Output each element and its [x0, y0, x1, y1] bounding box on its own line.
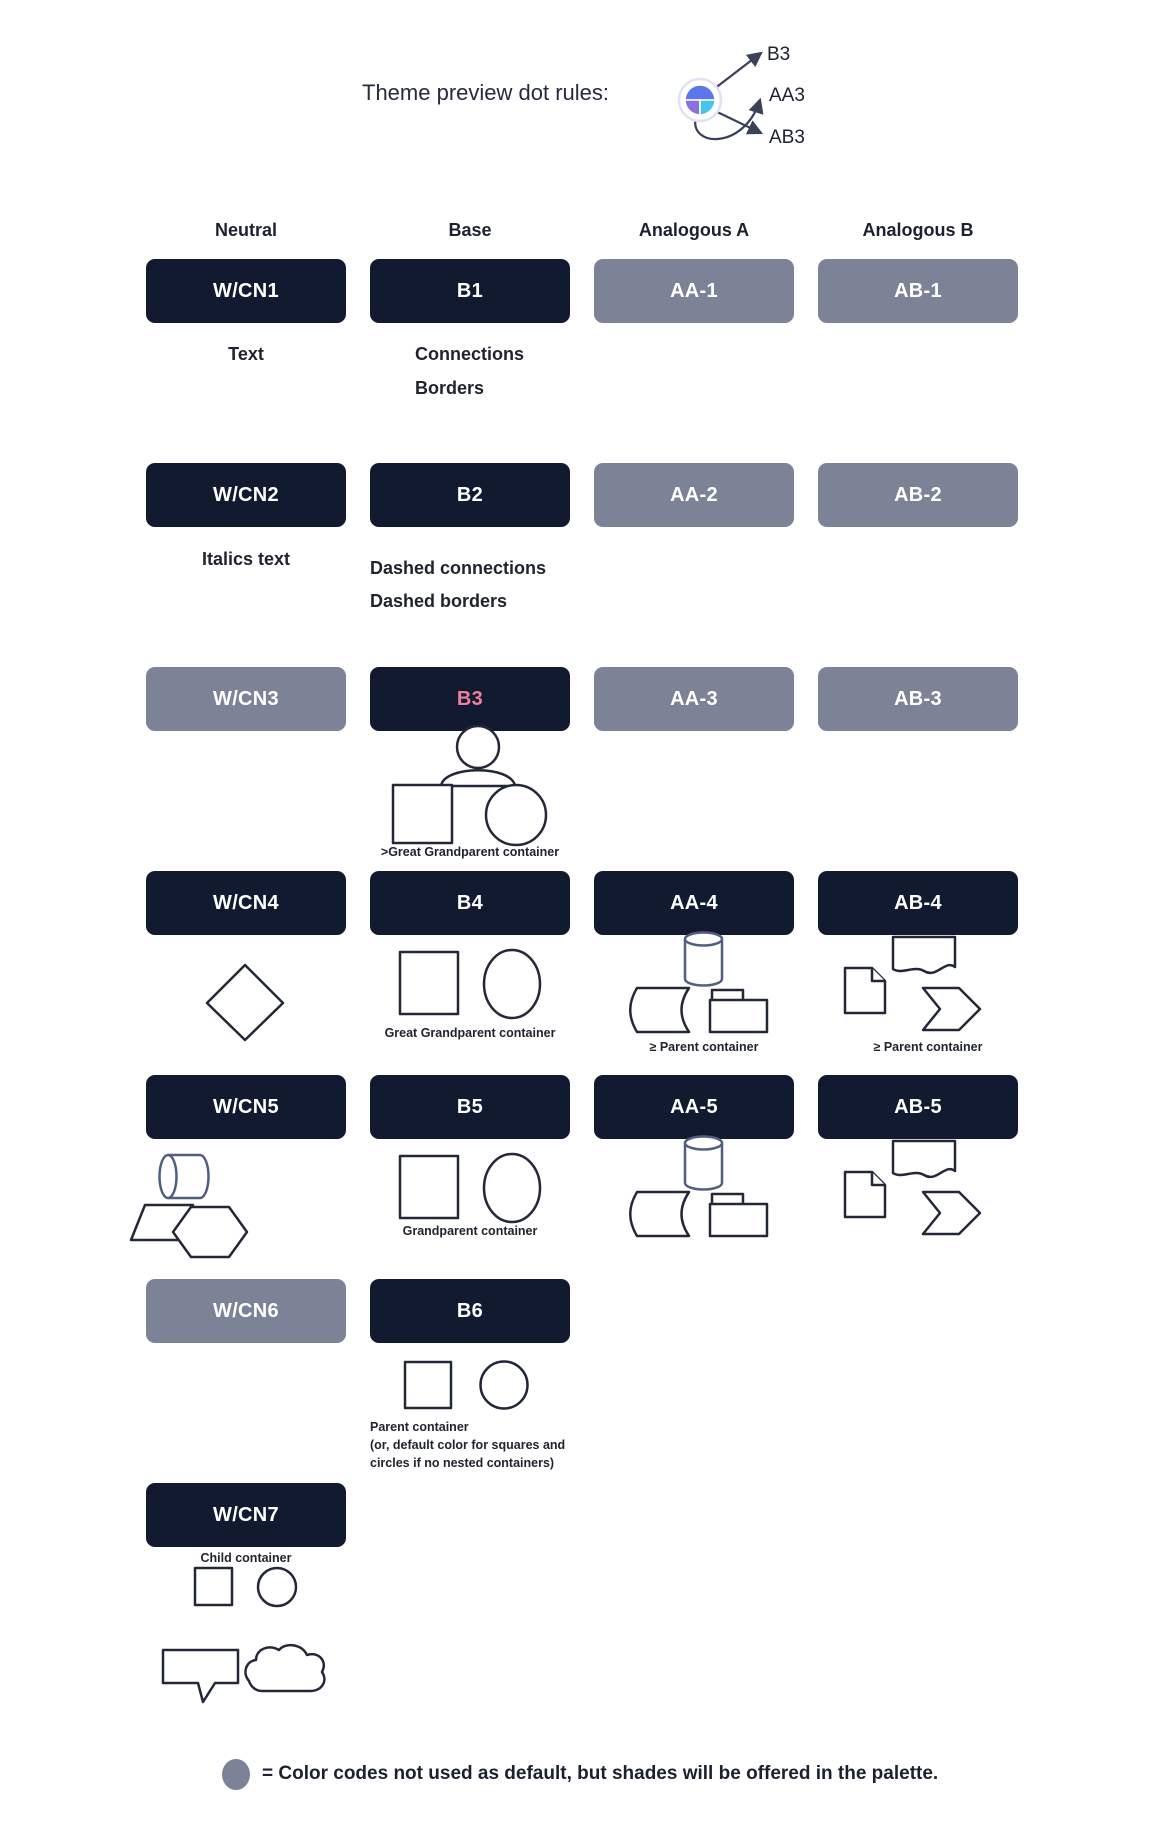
- wcn7-shape-cluster: [150, 1555, 340, 1715]
- note-great-grandparent-b4: Great Grandparent container: [384, 1026, 556, 1040]
- wave-tape-icon: [893, 1141, 955, 1177]
- column-header-analogous-b: Analogous B: [862, 220, 974, 240]
- swatch-wcn4: W/CN4: [146, 871, 346, 935]
- note-parent-b6-line3: circles if no nested containers): [370, 1456, 555, 1470]
- page-title: Theme preview dot rules:: [362, 80, 609, 105]
- swatch-wcn6: W/CN6: [146, 1279, 346, 1343]
- person-icon: [457, 726, 499, 768]
- ab5-shape-cluster: [838, 1129, 988, 1241]
- swatch-ab2: AB-2: [818, 463, 1018, 527]
- swatch-aa1: AA-1: [594, 259, 794, 323]
- aa4-shape-cluster: [625, 925, 775, 1037]
- note-dashed-borders: Dashed borders: [370, 591, 508, 611]
- cloud-icon: [245, 1645, 324, 1691]
- ellipse-icon: [484, 950, 540, 1018]
- document-folded-icon: [845, 968, 885, 1013]
- swatch-wcn2: W/CN2: [146, 463, 346, 527]
- square-icon: [393, 785, 452, 843]
- cylinder-top-icon: [685, 933, 722, 946]
- swatch-b1: B1: [370, 259, 570, 323]
- note-italics-text: Italics text: [201, 549, 291, 569]
- circle-icon: [481, 1362, 528, 1409]
- note-parent-b6-line2: (or, default color for squares and: [370, 1438, 566, 1452]
- circle-icon: [486, 785, 546, 845]
- legend-gray-dot: [222, 1759, 250, 1790]
- note-parent-ab4: ≥ Parent container: [873, 1040, 983, 1054]
- dot-target-b3: B3: [767, 44, 791, 65]
- diamond-icon: [207, 965, 283, 1040]
- swatch-ab5: AB-5: [818, 1075, 1018, 1139]
- hexagon-icon: [173, 1207, 247, 1257]
- square-icon: [195, 1568, 232, 1605]
- column-header-analogous-a: Analogous A: [638, 220, 750, 240]
- swatch-ab1: AB-1: [818, 259, 1018, 323]
- note-text: Text: [228, 344, 264, 364]
- swatch-b5: B5: [370, 1075, 570, 1139]
- swatch-aa5: AA-5: [594, 1075, 794, 1139]
- swatch-aa4: AA-4: [594, 871, 794, 935]
- b3-shape-cluster: [375, 722, 585, 847]
- square-icon: [400, 952, 458, 1014]
- note-card-icon: [710, 1000, 767, 1032]
- note-great-grandparent-b3: >Great Grandparent container: [380, 845, 560, 859]
- square-icon: [400, 1156, 458, 1218]
- square-icon: [405, 1362, 451, 1408]
- aa5-shape-cluster: [625, 1129, 775, 1241]
- note-borders: Borders: [415, 378, 485, 398]
- dot-target-aa3: AA3: [769, 85, 805, 106]
- dot-target-ab3: AB3: [769, 127, 805, 148]
- note-dashed-connections: Dashed connections: [370, 558, 547, 578]
- note-grandparent-b5: Grandparent container: [402, 1224, 538, 1238]
- dot-rules-graphic: [630, 20, 860, 160]
- swatch-b6: B6: [370, 1279, 570, 1343]
- swatch-wcn5: W/CN5: [146, 1075, 346, 1139]
- column-header-base: Base: [448, 220, 492, 240]
- swatch-b2: B2: [370, 463, 570, 527]
- swatch-wcn3: W/CN3: [146, 667, 346, 731]
- b4-shape-cluster: [390, 942, 550, 1024]
- person-shoulders-icon: [441, 770, 515, 786]
- swatch-ab4: AB-4: [818, 871, 1018, 935]
- ellipse-icon: [484, 1154, 540, 1222]
- chevron-arrow-icon: [923, 1192, 980, 1234]
- wcn5-shape-cluster: [125, 1145, 255, 1263]
- note-parent-aa4: ≥ Parent container: [649, 1040, 759, 1054]
- note-child-container: Child container: [200, 1551, 292, 1565]
- swatch-aa3: AA-3: [594, 667, 794, 731]
- chevron-arrow-icon: [923, 988, 980, 1030]
- wcn4-shape-cluster: [200, 960, 290, 1045]
- legend-text: = Color codes not used as default, but shades will be offered in the palette.: [262, 1763, 939, 1784]
- b5-shape-cluster: [390, 1146, 550, 1228]
- cylinder-cap-icon: [160, 1155, 177, 1198]
- note-card-icon: [710, 1204, 767, 1236]
- document-fold-icon: [872, 968, 885, 981]
- b6-shape-cluster: [395, 1352, 535, 1418]
- column-header-neutral: Neutral: [214, 220, 277, 240]
- circle-icon: [258, 1568, 296, 1606]
- swatch-b3-label: B3: [456, 687, 484, 710]
- swatch-ab3: AB-3: [818, 667, 1018, 731]
- wave-tape-icon: [893, 937, 955, 973]
- cylinder-top-icon: [685, 1137, 722, 1150]
- ab4-shape-cluster: [838, 925, 988, 1037]
- arrow-to-b3: [714, 53, 761, 89]
- document-folded-icon: [845, 1172, 885, 1217]
- swatch-aa2: AA-2: [594, 463, 794, 527]
- swatch-wcn7: W/CN7: [146, 1483, 346, 1547]
- stored-data-icon: [630, 1192, 689, 1236]
- stored-data-icon: [630, 988, 689, 1032]
- note-parent-b6-line1: Parent container: [370, 1420, 469, 1434]
- note-connections: Connections: [415, 344, 525, 364]
- swatch-wcn1: W/CN1: [146, 259, 346, 323]
- swatch-b4: B4: [370, 871, 570, 935]
- speech-bubble-icon: [163, 1650, 238, 1702]
